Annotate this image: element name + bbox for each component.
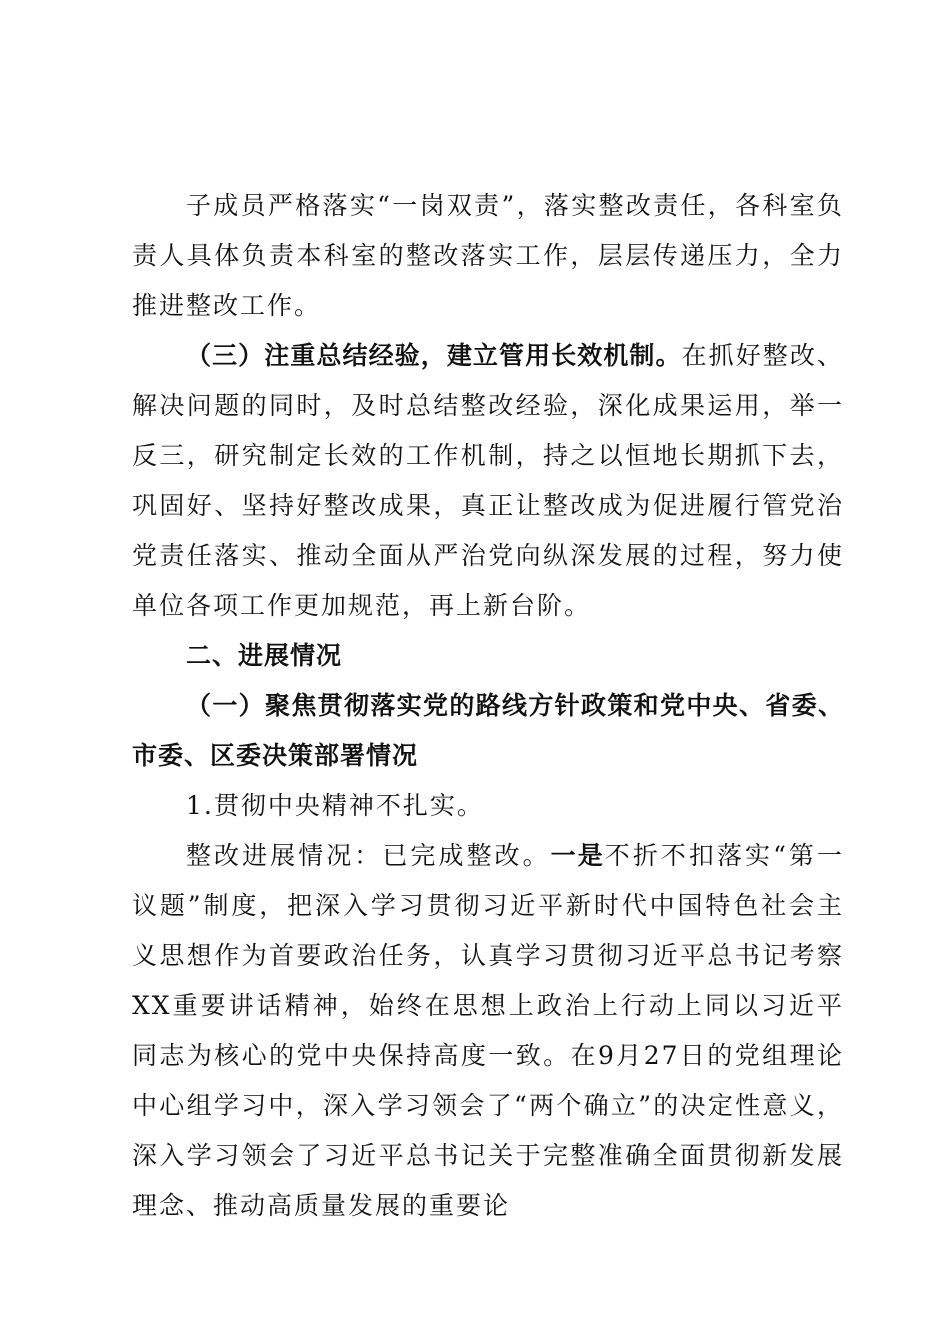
paragraph-text: 1.贯彻中央精神不扎实。: [186, 791, 484, 820]
paragraph-responsibility: [132, 181, 844, 331]
paragraph-text: 在抓好整改、解决问题的同时，及时总结整改经验，深化成果运用，举一反三，研究制定长效的工作机制，持之以恒地长期抓下去，巩固好、坚持好整改成果，真正让整改成为促进履行管党治党责任落实、推动全面从严治党向纵深发展的过程，努力使单位各项工作更加规范，再上新台阶。: [132, 341, 844, 620]
paragraph-text: 子成员严格落实“一岗双责”，落实整改责任，各科室负责人具体负责本科室的整改落实工作，层层传递压力，全力推进整改工作。: [132, 191, 844, 320]
paragraph-text: 不折不扣落实“第一议题”制度，把深入学习贯彻习近平新时代中国特色社会主义思想作为首要政治任务，认真学习贯彻习近平总书记考察XX重要讲话精神，始终在思想上政治上行动上同以习近平同志为核心的党中央保持高度一致。在9月27日的党组理论中心组学习中，深入学习领会了“两个确立”的决定性意义，深入学习领会了习近平总书记关于完整准确全面贯彻新发展理念、推动高质量发展的重要论: [132, 841, 844, 1220]
paragraph-long-term-mechanism: [132, 331, 844, 631]
document-body: [132, 181, 844, 1231]
subsection-heading-policy: （一）聚焦贯彻落实党的路线方针政策和党中央、省委、市委、区委决策部署情况: [132, 691, 844, 770]
item-heading-central-spirit: [132, 781, 844, 831]
section-heading-progress: 二、进展情况: [186, 641, 343, 670]
paragraph-bold-marker: 一是: [550, 841, 605, 870]
paragraph-rectification-progress: [132, 831, 844, 1231]
paragraph-lead: 整改进展情况：已完成整改。: [186, 841, 551, 870]
paragraph-bold-lead: （三）注重总结经验，建立管用长效机制。: [186, 341, 682, 370]
